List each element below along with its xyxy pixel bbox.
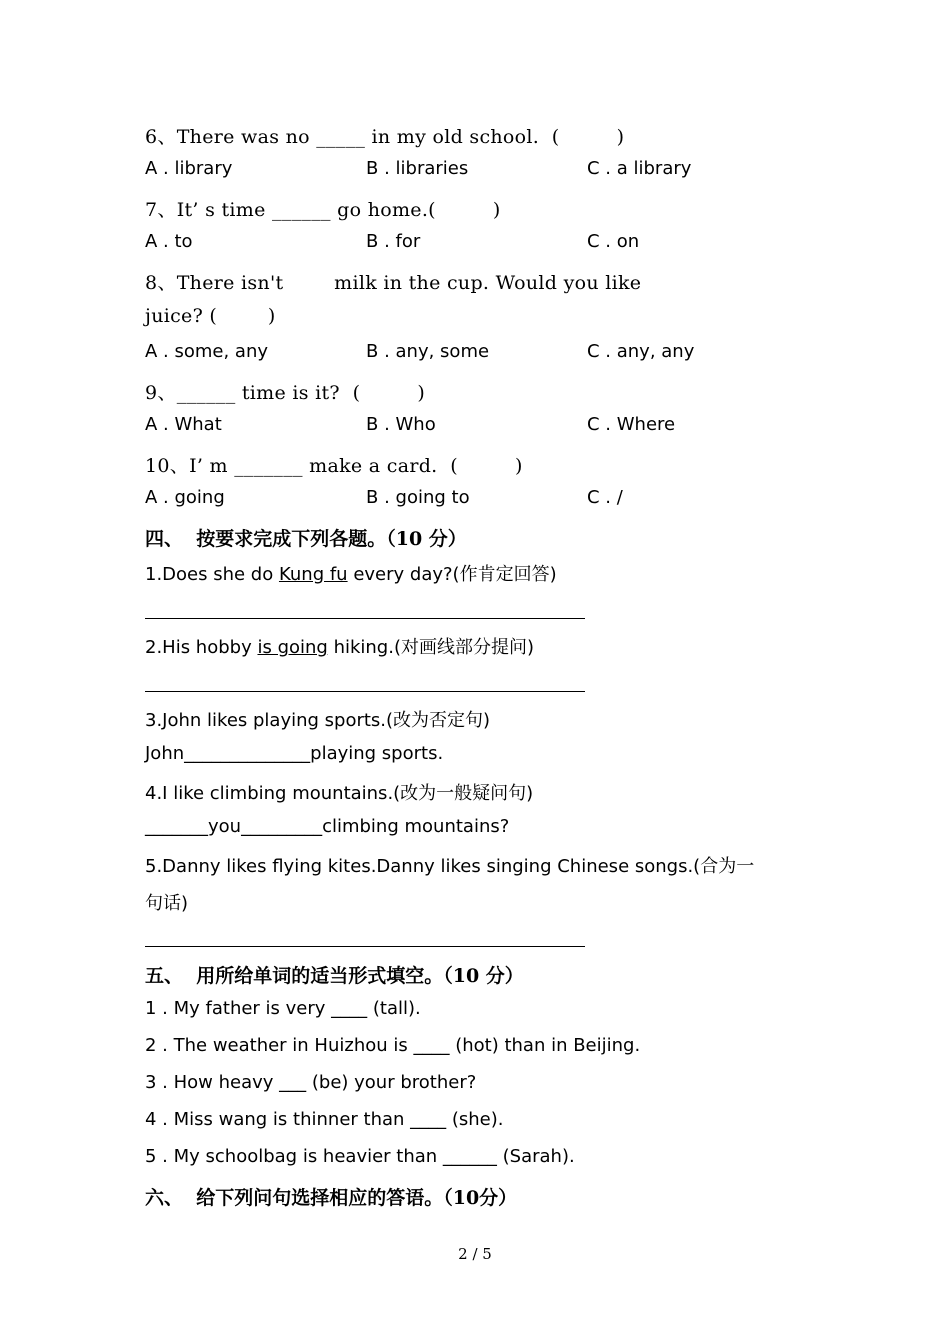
answer-line-5 [145, 946, 585, 947]
q9-option-c: C . Where [587, 414, 676, 435]
section5-item-2: 2 . The weather in Huizhou is ____ (hot) than in Beijing. [145, 1035, 641, 1056]
q10-option-a: A . going [145, 487, 225, 508]
q6-option-a: A . library [145, 158, 233, 179]
q9-option-b: B . Who [366, 414, 436, 435]
q1-text-pre: 1.Does she do [145, 564, 279, 585]
section5-item-1: 1 . My father is very ____ (tall). [145, 998, 421, 1019]
q1-underlined-phrase: Kung fu [278, 564, 348, 585]
q1-text-post: every day?(作肯定回答) [347, 564, 557, 585]
q8-option-b: B . any, some [366, 341, 490, 362]
q6-option-b: B . libraries [366, 158, 469, 179]
section5-item-4: 4 . Miss wang is thinner than ____ (she). [145, 1109, 504, 1130]
answer-line-1 [145, 618, 585, 619]
page-number: 2 / 5 [458, 1245, 492, 1263]
q7-option-a: A . to [145, 231, 193, 252]
answer-line-2 [145, 691, 585, 692]
q7-option-b: B . for [366, 231, 421, 252]
q6-option-c: C . a library [587, 158, 692, 179]
question-8-stem-line1: 8、There isn't milk in the cup. Would you like [145, 272, 642, 294]
section5-item-3: 3 . How heavy ___ (be) your brother? [145, 1072, 477, 1093]
section4-question-2 [145, 633, 534, 659]
question-10-stem: 10、I’ m _______ make a card. ( ) [145, 455, 523, 477]
q2-text-pre: 2.His hobby [145, 637, 258, 658]
section-4-heading: 四、 按要求完成下列各题。（10 分） [145, 528, 467, 550]
question-6-stem: 6、There was no _____ in my old school. ( ) [145, 126, 625, 148]
q2-text-post: hiking.(对画线部分提问) [327, 637, 534, 658]
section4-question-3: 3.John likes playing sports.(改为否定句) [145, 710, 491, 731]
q10-option-c: C . / [587, 487, 623, 508]
q8-option-c: C . any, any [587, 341, 695, 362]
q8-option-a: A . some, any [145, 341, 269, 362]
q2-underlined-phrase: is going [257, 637, 328, 658]
q4-answer-template: _______you_________climbing mountains? [145, 816, 510, 837]
question-8-stem-line2: juice? ( ) [145, 305, 276, 327]
q7-option-c: C . on [587, 231, 640, 252]
q10-option-b: B . going to [366, 487, 470, 508]
section4-question-5-line1: 5.Danny likes flying kites.Danny likes singing Chinese songs.(合为一 [145, 856, 755, 877]
question-7-stem: 7、It’ s time ______ go home.( ) [145, 199, 501, 221]
section-6-heading: 六、 给下列问句选择相应的答语。（10分） [145, 1187, 518, 1209]
q3-answer-template: John______________playing sports. [145, 743, 444, 764]
section4-question-5-line2: 句话) [145, 893, 189, 914]
section4-question-1 [145, 560, 557, 586]
section4-question-4: 4.I like climbing mountains.(改为一般疑问句) [145, 783, 534, 804]
section5-item-5: 5 . My schoolbag is heavier than ______ (Sarah). [145, 1146, 575, 1167]
section-5-heading: 五、 用所给单词的适当形式填空。（10 分） [145, 965, 524, 987]
question-9-stem: 9、______ time is it? ( ) [145, 382, 426, 404]
q9-option-a: A . What [145, 414, 222, 435]
